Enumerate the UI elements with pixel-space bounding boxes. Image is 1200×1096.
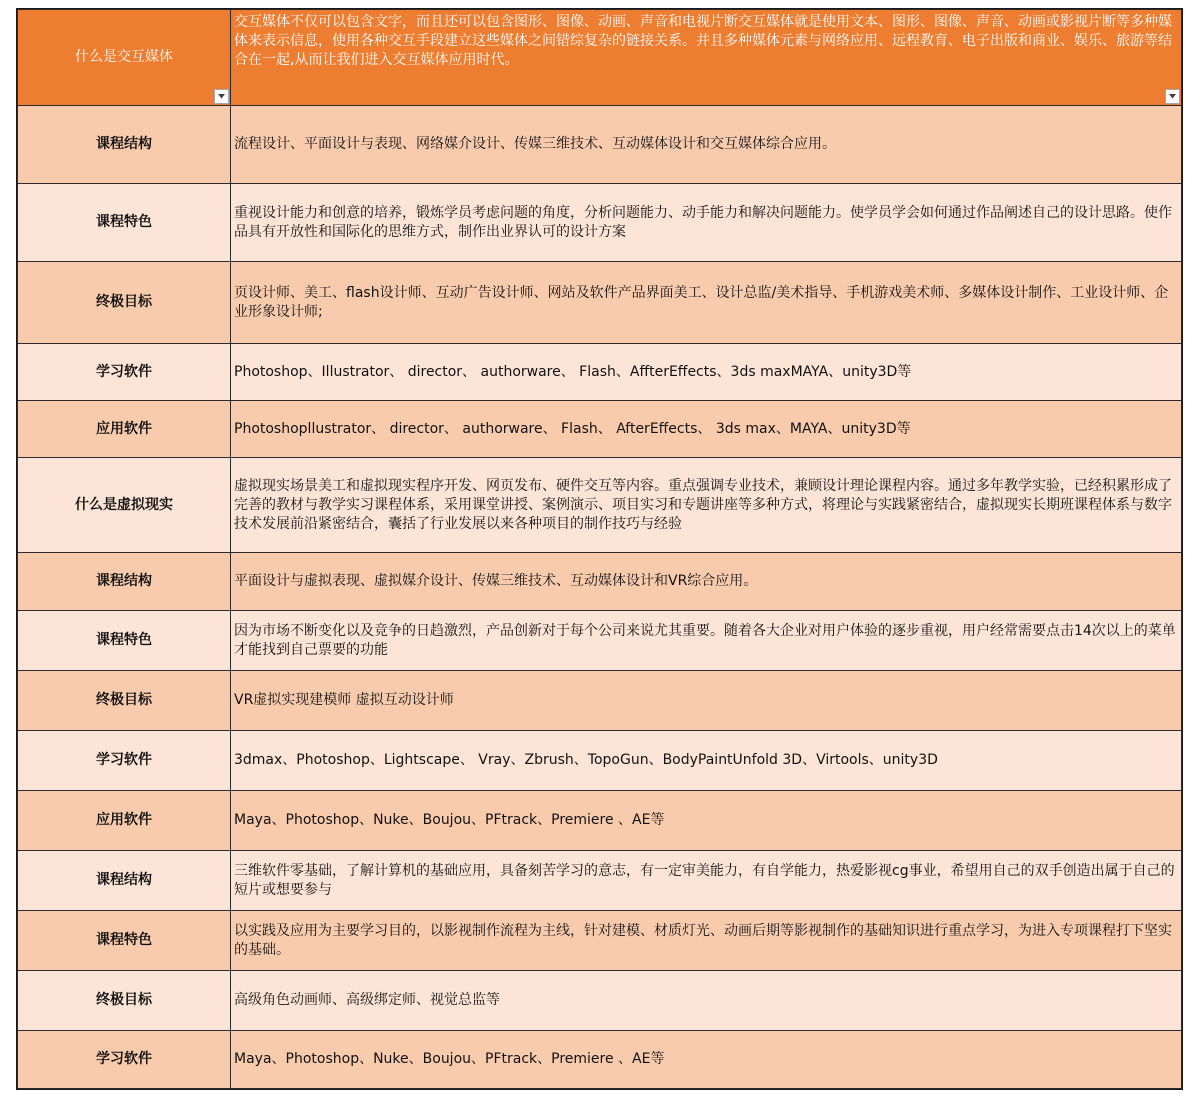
header-row: [18, 10, 1182, 106]
table-row: [18, 1031, 1182, 1089]
table-row: [18, 731, 1182, 791]
row-label: 课程特色: [96, 632, 152, 648]
row-label: 课程结构: [96, 872, 152, 888]
row-label-cell[interactable]: [18, 671, 231, 731]
row-content-cell[interactable]: [231, 791, 1182, 851]
row-label: 课程特色: [96, 932, 152, 948]
spreadsheet-table: [16, 8, 1183, 1090]
table-row: [18, 671, 1182, 731]
row-label-cell[interactable]: [18, 458, 231, 553]
row-content: Photoshopllustrator、 director、 authorware、 Flash、 AfterEffects、 3ds max、MAYA、unity3D等: [234, 420, 911, 437]
row-label-cell[interactable]: [18, 791, 231, 851]
filter-dropdown-button[interactable]: [1165, 89, 1180, 104]
row-label: 终极目标: [96, 294, 152, 310]
row-content-cell[interactable]: [231, 553, 1182, 611]
row-label: 课程结构: [96, 136, 152, 152]
row-content: Maya、Photoshop、Nuke、Boujou、PFtrack、Premiere 、AE等: [234, 1051, 665, 1067]
row-label-cell[interactable]: [18, 851, 231, 911]
row-label-cell[interactable]: [18, 611, 231, 671]
table-row: [18, 911, 1182, 971]
row-content-cell[interactable]: [231, 262, 1182, 344]
row-label-cell[interactable]: [18, 262, 231, 344]
row-content: 重视设计能力和创意的培养，锻炼学员考虑问题的角度，分析问题能力、动手能力和解决问题能力。使学员学会如何通过作品阐述自己的设计思路。使作品具有开放性和国际化的思维方式，制作出业界认可的设计方案: [234, 204, 1172, 240]
row-content: 虚拟现实场景美工和虚拟现实程序开发、网页发布、硬件交互等内容。重点强调专业技术，兼顾设计理论课程内容。通过多年教学实验，已经积累形成了完善的教材与教学实习课程体系，采用课堂讲授、案例演示、项目实习和专题讲座等多种方式，将理论与实践紧密结合，虚拟现实长期班课程体系与数字技术发展前沿紧密结合，囊括了行业发展以来各种项目的制作技巧与经验: [234, 477, 1172, 532]
row-content-cell[interactable]: [231, 671, 1182, 731]
row-content-cell[interactable]: [231, 184, 1182, 262]
row-content-cell[interactable]: [231, 1031, 1182, 1089]
row-label: 课程结构: [96, 573, 152, 589]
course-table: [17, 9, 1182, 1089]
row-label: 应用软件: [96, 420, 152, 437]
row-content-cell[interactable]: [231, 401, 1182, 458]
dropdown-arrow-icon: [218, 94, 225, 99]
row-content-cell[interactable]: [231, 344, 1182, 401]
row-label-cell[interactable]: [18, 553, 231, 611]
table-row: [18, 106, 1182, 184]
row-label-cell[interactable]: [18, 1031, 231, 1089]
header-content: 交互媒体不仅可以包含文字，而且还可以包含图形、图像、动画、声音和电视片断交互媒体就是使用文本、图形、图像、声音、动画或影视片断等多种媒体来表示信息，使用各种交互手段建立这些媒体之间错综复杂的链接关系。并且多种媒体元素与网络应用、远程教育、电子出版和商业、娱乐、旅游等结合在一起,从而让我们进入交互媒体应用时代。: [234, 14, 1172, 68]
header-label: 什么是交互媒体: [75, 49, 173, 65]
row-label-cell[interactable]: [18, 971, 231, 1031]
row-content-cell[interactable]: [231, 611, 1182, 671]
row-content: 高级角色动画师、高级绑定师、视觉总监等: [234, 992, 500, 1008]
row-label: 学习软件: [96, 363, 152, 380]
row-label-cell[interactable]: [18, 106, 231, 184]
table-row: [18, 184, 1182, 262]
row-content: Photoshop、Illustrator、 director、 authorware、 Flash、AffterEffects、3ds maxMAYA、unity3D等: [234, 363, 912, 380]
row-content: 以实践及应用为主要学习目的，以影视制作流程为主线，针对建模、材质灯光、动画后期等影视制作的基础知识进行重点学习，为进入专项课程打下坚实的基础。: [234, 922, 1172, 958]
row-label: 学习软件: [96, 752, 152, 768]
row-content: 因为市场不断变化以及竞争的日趋激烈，产品创新对于每个公司来说尤其重要。随着各大企业对用户体验的逐步重视，用户经常需要点击14次以上的菜单才能找到自己票要的功能: [234, 622, 1176, 658]
table-row: [18, 971, 1182, 1031]
row-content-cell[interactable]: [231, 851, 1182, 911]
header-content-cell[interactable]: [231, 10, 1182, 106]
row-content: 流程设计、平面设计与表现、网络媒介设计、传媒三维技术、互动媒体设计和交互媒体综合应用。: [234, 136, 836, 152]
table-row: [18, 791, 1182, 851]
row-content-cell[interactable]: [231, 971, 1182, 1031]
row-content-cell[interactable]: [231, 458, 1182, 553]
table-row: [18, 611, 1182, 671]
row-content: 三维软件零基础，了解计算机的基础应用，具备刻苦学习的意志，有一定审美能力，有自学能力，热爱影视cg事业，希望用自己的双手创造出属于自己的短片或想要参与: [234, 862, 1175, 898]
dropdown-arrow-icon: [1169, 94, 1176, 99]
row-label: 课程特色: [96, 214, 152, 230]
row-label-cell[interactable]: [18, 344, 231, 401]
row-content-cell[interactable]: [231, 731, 1182, 791]
filter-dropdown-button[interactable]: [214, 89, 229, 104]
table-row: [18, 344, 1182, 401]
table-row: [18, 553, 1182, 611]
row-label-cell[interactable]: [18, 184, 231, 262]
row-content: 平面设计与虚拟表现、虚拟媒介设计、传媒三维技术、互动媒体设计和VR综合应用。: [234, 573, 758, 589]
row-content: 3dmax、Photoshop、Lightscape、 Vray、Zbrush、TopoGun、BodyPaintUnfold 3D、Virtools、unity3D: [234, 752, 938, 768]
row-content-cell[interactable]: [231, 911, 1182, 971]
row-label: 什么是虚拟现实: [75, 496, 173, 513]
table-row: [18, 851, 1182, 911]
row-label-cell[interactable]: [18, 401, 231, 458]
row-label-cell[interactable]: [18, 731, 231, 791]
row-label: 应用软件: [96, 812, 152, 828]
table-row: [18, 262, 1182, 344]
row-content: 页设计师、美工、flash设计师、互动广告设计师、网站及软件产品界面美工、设计总监/美术指导、手机游戏美术师、多媒体设计制作、工业设计师、企业形象设计师;: [234, 284, 1169, 320]
row-label-cell[interactable]: [18, 911, 231, 971]
row-content-cell[interactable]: [231, 106, 1182, 184]
row-label: 学习软件: [96, 1051, 152, 1067]
table-row: [18, 401, 1182, 458]
row-content: Maya、Photoshop、Nuke、Boujou、PFtrack、Premiere 、AE等: [234, 812, 665, 828]
header-label-cell[interactable]: [18, 10, 231, 106]
row-content: VR虚拟实现建模师 虚拟互动设计师: [234, 692, 454, 708]
table-row: [18, 458, 1182, 553]
row-label: 终极目标: [96, 692, 152, 708]
row-label: 终极目标: [96, 992, 152, 1008]
